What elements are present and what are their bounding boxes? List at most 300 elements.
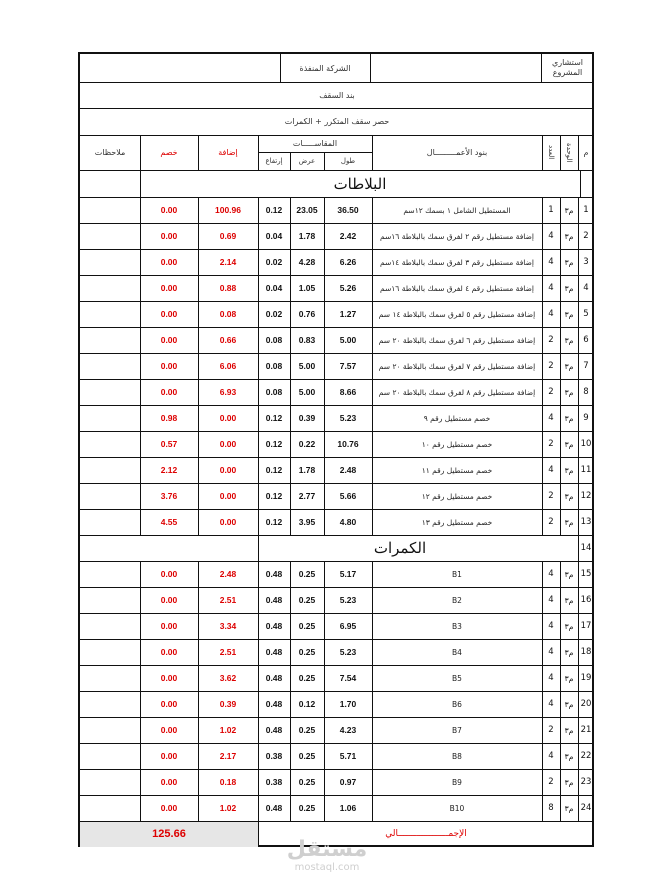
grid-line — [324, 197, 325, 223]
row-notes — [80, 483, 140, 509]
grid-line — [290, 561, 291, 587]
grid-line — [324, 665, 325, 691]
grid-line — [140, 509, 141, 535]
row-length: 5.26 — [339, 283, 357, 293]
row-description: B9 — [452, 777, 462, 787]
col-addition: إضافة — [218, 148, 238, 157]
grid-line — [290, 301, 291, 327]
row-description: إضافة مستطيل رقم ٣ لفرق سمك بالبلاطة ١٤سم — [379, 257, 535, 267]
grid-line — [140, 223, 141, 249]
row-width: 1.78 — [298, 231, 316, 241]
grid-line — [324, 301, 325, 327]
row-width: 3.95 — [298, 517, 316, 527]
row-length: 5.23 — [339, 413, 357, 423]
grid-line — [80, 197, 594, 198]
grid-line — [542, 275, 543, 301]
grid-line — [258, 535, 259, 561]
grid-line — [80, 108, 594, 109]
grid-line — [542, 457, 543, 483]
row-description: خصم مستطيل رقم ٩ — [423, 413, 491, 423]
grid-line — [542, 717, 543, 743]
row-deduction: 3.76 — [160, 491, 178, 501]
row-width: 0.25 — [298, 647, 316, 657]
row-addition: 2.48 — [219, 569, 237, 579]
row-description: إضافة مستطيل رقم ٦ لفرق سمك بالبلاطة ٢٠ سم — [378, 335, 536, 345]
grid-line — [578, 379, 579, 405]
grid-line — [290, 223, 291, 249]
row-height: 0.12 — [265, 413, 283, 423]
col-unit: الوحدة — [565, 142, 573, 163]
row-serial: 3 — [583, 257, 589, 267]
row-notes — [80, 405, 140, 431]
grid-line — [542, 613, 543, 639]
grid-line — [258, 639, 259, 665]
row-description: خصم مستطيل رقم ١١ — [421, 465, 493, 475]
grid-line — [372, 613, 373, 639]
grid-line — [370, 54, 371, 82]
grid-line — [290, 353, 291, 379]
grid-line — [560, 717, 561, 743]
grid-line — [560, 405, 561, 431]
row-deduction: 4.55 — [160, 517, 178, 527]
grid-line — [560, 197, 561, 223]
row-count: 2 — [548, 387, 554, 397]
row-width: 1.78 — [298, 465, 316, 475]
row-unit: م٣ — [564, 283, 574, 293]
grid-line — [372, 431, 373, 457]
row-addition: 0.18 — [219, 777, 237, 787]
row-addition: 0.69 — [219, 231, 237, 241]
grid-line — [140, 405, 141, 431]
row-serial: 7 — [583, 361, 589, 371]
grid-line — [258, 509, 259, 535]
row-length: 5.23 — [339, 647, 357, 657]
grid-line — [560, 743, 561, 769]
row-addition: 0.00 — [219, 491, 237, 501]
row-height: 0.08 — [265, 387, 283, 397]
row-height: 0.12 — [265, 439, 283, 449]
grid-line — [80, 457, 594, 458]
item-title: بند السقف — [319, 90, 355, 100]
grid-line — [80, 135, 594, 136]
grid-line — [258, 795, 259, 821]
grid-line — [258, 665, 259, 691]
row-count: 1 — [548, 205, 554, 215]
row-unit: م٣ — [564, 647, 574, 657]
row-length: 5.66 — [339, 491, 357, 501]
row-description: إضافة مستطيل رقم ٤ لفرق سمك بالبلاطة ١٦سم — [379, 283, 535, 293]
grid-line — [80, 379, 594, 380]
row-height: 0.48 — [265, 647, 283, 657]
row-length: 5.71 — [339, 751, 357, 761]
grid-line — [80, 301, 594, 302]
grid-line — [198, 135, 199, 170]
grid-line — [140, 431, 141, 457]
row-length: 36.50 — [337, 205, 359, 215]
row-height: 0.12 — [265, 491, 283, 501]
grid-line — [542, 483, 543, 509]
row-description: B10 — [449, 803, 465, 813]
row-unit: م٣ — [564, 751, 574, 761]
grid-line — [560, 639, 561, 665]
row-deduction: 0.00 — [160, 725, 178, 735]
row-description: B7 — [452, 725, 462, 735]
grid-line — [140, 249, 141, 275]
grid-line — [80, 691, 594, 692]
grid-line — [80, 769, 594, 770]
row-length: 1.70 — [339, 699, 357, 709]
grid-line — [560, 769, 561, 795]
grid-line — [140, 301, 141, 327]
row-height: 0.48 — [265, 699, 283, 709]
row-length: 7.57 — [339, 361, 357, 371]
grid-line — [560, 431, 561, 457]
row-notes — [80, 223, 140, 249]
row-serial: 10 — [580, 439, 592, 449]
grid-line — [198, 795, 199, 821]
grid-line — [542, 353, 543, 379]
grid-line — [290, 613, 291, 639]
row-description: B8 — [452, 751, 462, 761]
grid-line — [258, 275, 259, 301]
row-width: 0.25 — [298, 569, 316, 579]
grid-line — [290, 249, 291, 275]
grid-line — [372, 561, 373, 587]
grid-line — [258, 613, 259, 639]
grid-line — [372, 327, 373, 353]
grid-line — [324, 152, 325, 170]
row-height: 0.08 — [265, 361, 283, 371]
grid-line — [560, 379, 561, 405]
row-count: 4 — [548, 257, 554, 267]
grid-line — [258, 379, 259, 405]
row-width: 0.83 — [298, 335, 316, 345]
grid-line — [80, 170, 594, 171]
row-serial: 6 — [583, 335, 589, 345]
grid-line — [560, 135, 561, 170]
row-unit: م٣ — [564, 621, 574, 631]
row-description: B4 — [452, 647, 462, 657]
grid-line — [578, 353, 579, 379]
grid-line — [198, 691, 199, 717]
row-height: 0.12 — [265, 517, 283, 527]
row-width: 0.25 — [298, 595, 316, 605]
grid-line — [258, 353, 259, 379]
grid-line — [560, 483, 561, 509]
grid-line — [578, 301, 579, 327]
row-unit: م٣ — [564, 335, 574, 345]
row-notes — [80, 431, 140, 457]
grid-line — [578, 639, 579, 665]
row-count: 4 — [548, 621, 554, 631]
grid-line — [578, 223, 579, 249]
row-height: 0.48 — [265, 621, 283, 631]
grid-line — [140, 691, 141, 717]
row-notes — [80, 561, 140, 587]
row-width: 0.76 — [298, 309, 316, 319]
row-addition: 6.93 — [219, 387, 237, 397]
grid-line — [324, 249, 325, 275]
row-notes — [80, 769, 140, 795]
grid-line — [372, 587, 373, 613]
grid-line — [290, 483, 291, 509]
row-unit: م٣ — [564, 595, 574, 605]
grid-line — [560, 795, 561, 821]
section-slabs: البلاطات — [333, 174, 387, 193]
grid-line — [560, 587, 561, 613]
grid-line — [198, 457, 199, 483]
row-deduction: 0.00 — [160, 777, 178, 787]
grid-line — [542, 561, 543, 587]
grid-line — [578, 769, 579, 795]
row-count: 4 — [548, 673, 554, 683]
row-deduction: 0.00 — [160, 205, 178, 215]
watermark — [282, 838, 372, 873]
row-unit: م٣ — [564, 465, 574, 475]
grid-line — [80, 795, 594, 796]
row-notes — [80, 717, 140, 743]
row-notes — [80, 639, 140, 665]
row-length: 4.23 — [339, 725, 357, 735]
grid-line — [324, 795, 325, 821]
grid-line — [198, 613, 199, 639]
row-deduction: 0.00 — [160, 231, 178, 241]
col-length: طول — [340, 157, 356, 165]
grid-line — [372, 275, 373, 301]
col-notes: ملاحظات — [94, 148, 126, 157]
row-unit: م٣ — [564, 205, 574, 215]
row-notes — [80, 197, 140, 223]
grid-line — [578, 561, 579, 587]
row-description: B3 — [452, 621, 462, 631]
row-height: 0.48 — [265, 569, 283, 579]
col-count: العدد — [547, 145, 555, 160]
row-addition: 100.96 — [215, 205, 241, 215]
row-addition: 6.06 — [219, 361, 237, 371]
grid-line — [80, 327, 594, 328]
row-deduction: 0.00 — [160, 647, 178, 657]
row-deduction: 0.00 — [160, 699, 178, 709]
row-unit: م٣ — [564, 387, 574, 397]
row-serial: 14 — [580, 543, 592, 553]
grid-line — [324, 405, 325, 431]
row-addition: 2.51 — [219, 595, 237, 605]
row-length: 2.48 — [339, 465, 357, 475]
row-deduction: 0.00 — [160, 621, 178, 631]
grid-line — [578, 587, 579, 613]
grid-line — [580, 170, 581, 197]
grid-line — [372, 379, 373, 405]
grid-line — [198, 665, 199, 691]
row-description: خصم مستطيل رقم ١٢ — [421, 491, 493, 501]
row-serial: 15 — [580, 569, 592, 579]
row-notes — [80, 353, 140, 379]
grid-line — [258, 691, 259, 717]
grid-line — [324, 743, 325, 769]
row-count: 2 — [548, 439, 554, 449]
row-notes — [80, 249, 140, 275]
row-height: 0.04 — [265, 283, 283, 293]
grid-line — [542, 379, 543, 405]
grid-line — [258, 431, 259, 457]
row-addition: 2.14 — [219, 257, 237, 267]
grid-line — [258, 717, 259, 743]
grid-line — [372, 135, 373, 170]
row-deduction: 0.00 — [160, 335, 178, 345]
grid-line — [80, 509, 594, 510]
grid-line — [198, 639, 199, 665]
row-width: 5.00 — [298, 361, 316, 371]
grid-line — [542, 743, 543, 769]
row-addition: 1.02 — [219, 803, 237, 813]
grid-line — [140, 665, 141, 691]
grid-line — [578, 743, 579, 769]
grid-line — [372, 301, 373, 327]
grid-line — [372, 717, 373, 743]
grid-line — [578, 431, 579, 457]
row-count: 2 — [548, 777, 554, 787]
row-length: 10.76 — [337, 439, 359, 449]
row-width: 0.25 — [298, 621, 316, 631]
grid-line — [290, 275, 291, 301]
grid-line — [578, 405, 579, 431]
row-serial: 20 — [580, 699, 592, 709]
grid-line — [372, 483, 373, 509]
row-serial: 13 — [580, 517, 592, 527]
row-description: إضافة مستطيل رقم ٨ لفرق سمك بالبلاطة ٢٠ سم — [378, 387, 536, 397]
row-count: 4 — [548, 699, 554, 709]
grid-line — [198, 509, 199, 535]
grid-line — [560, 353, 561, 379]
row-count: 4 — [548, 647, 554, 657]
row-serial: 8 — [583, 387, 589, 397]
grid-line — [290, 717, 291, 743]
row-notes — [80, 743, 140, 769]
grid-line — [258, 483, 259, 509]
row-serial: 18 — [580, 647, 592, 657]
row-width: 1.05 — [298, 283, 316, 293]
grid-line — [198, 353, 199, 379]
grid-line — [372, 197, 373, 223]
row-unit: م٣ — [564, 413, 574, 423]
row-addition: 2.51 — [219, 647, 237, 657]
grid-line — [560, 249, 561, 275]
row-serial: 2 — [583, 231, 589, 241]
grid-line — [140, 639, 141, 665]
row-count: 2 — [548, 361, 554, 371]
grid-line — [290, 327, 291, 353]
row-addition: 0.08 — [219, 309, 237, 319]
grid-line — [542, 431, 543, 457]
grid-line — [560, 275, 561, 301]
row-length: 8.66 — [339, 387, 357, 397]
grid-line — [258, 821, 259, 847]
grid-line — [198, 769, 199, 795]
row-addition: 0.00 — [219, 517, 237, 527]
watermark-ar: مستقل — [286, 837, 368, 862]
row-count: 2 — [548, 725, 554, 735]
row-description: خصم مستطيل رقم ١٣ — [421, 517, 493, 527]
grid-line — [324, 587, 325, 613]
row-addition: 0.00 — [219, 413, 237, 423]
row-notes — [80, 301, 140, 327]
row-unit: م٣ — [564, 491, 574, 501]
grid-line — [140, 769, 141, 795]
row-notes — [80, 691, 140, 717]
grid-line — [80, 639, 594, 640]
row-unit: م٣ — [564, 803, 574, 813]
row-count: 4 — [548, 231, 554, 241]
grid-line — [80, 405, 594, 406]
row-width: 5.00 — [298, 387, 316, 397]
grid-line — [542, 249, 543, 275]
row-description: إضافة مستطيل رقم ٢ لفرق سمك بالبلاطة ١٦سم — [379, 231, 535, 241]
row-width: 23.05 — [296, 205, 318, 215]
grid-line — [198, 327, 199, 353]
grid-line — [324, 353, 325, 379]
row-deduction: 0.98 — [160, 413, 178, 423]
grid-line — [140, 170, 141, 197]
grid-line — [290, 197, 291, 223]
grid-line — [80, 717, 594, 718]
grid-line — [542, 197, 543, 223]
grid-line — [560, 691, 561, 717]
row-addition: 0.00 — [219, 439, 237, 449]
row-notes — [80, 665, 140, 691]
grid-line — [542, 691, 543, 717]
row-height: 0.48 — [265, 803, 283, 813]
grid-line — [80, 587, 594, 588]
row-length: 1.27 — [339, 309, 357, 319]
row-count: 4 — [548, 751, 554, 761]
row-notes — [80, 509, 140, 535]
row-deduction: 0.00 — [160, 361, 178, 371]
grid-line — [280, 54, 281, 82]
row-deduction: 0.00 — [160, 387, 178, 397]
row-width: 0.22 — [298, 439, 316, 449]
grid-line — [198, 275, 199, 301]
row-deduction: 0.00 — [160, 257, 178, 267]
grid-line — [578, 691, 579, 717]
row-width: 2.77 — [298, 491, 316, 501]
row-description: إضافة مستطيل رقم ٥ لفرق سمك بالبلاطة ١٤ سم — [378, 309, 536, 319]
row-width: 0.25 — [298, 777, 316, 787]
row-serial: 17 — [580, 621, 592, 631]
grid-line — [324, 509, 325, 535]
grid-line — [542, 769, 543, 795]
grid-line — [290, 379, 291, 405]
row-width: 0.25 — [298, 751, 316, 761]
row-height: 0.48 — [265, 725, 283, 735]
grid-line — [290, 457, 291, 483]
row-count: 2 — [548, 335, 554, 345]
row-deduction: 0.00 — [160, 569, 178, 579]
grid-line — [324, 717, 325, 743]
row-height: 0.48 — [265, 595, 283, 605]
grid-line — [258, 587, 259, 613]
grid-line — [80, 353, 594, 354]
sheet-subtitle: حصر سقف المتكرر + الكمرات — [284, 117, 390, 126]
grid-line — [258, 249, 259, 275]
row-addition: 0.66 — [219, 335, 237, 345]
grid-line — [324, 223, 325, 249]
grid-line — [578, 249, 579, 275]
grid-line — [542, 665, 543, 691]
row-width: 4.28 — [298, 257, 316, 267]
grid-line — [560, 301, 561, 327]
grid-line — [80, 821, 594, 822]
grid-line — [140, 795, 141, 821]
